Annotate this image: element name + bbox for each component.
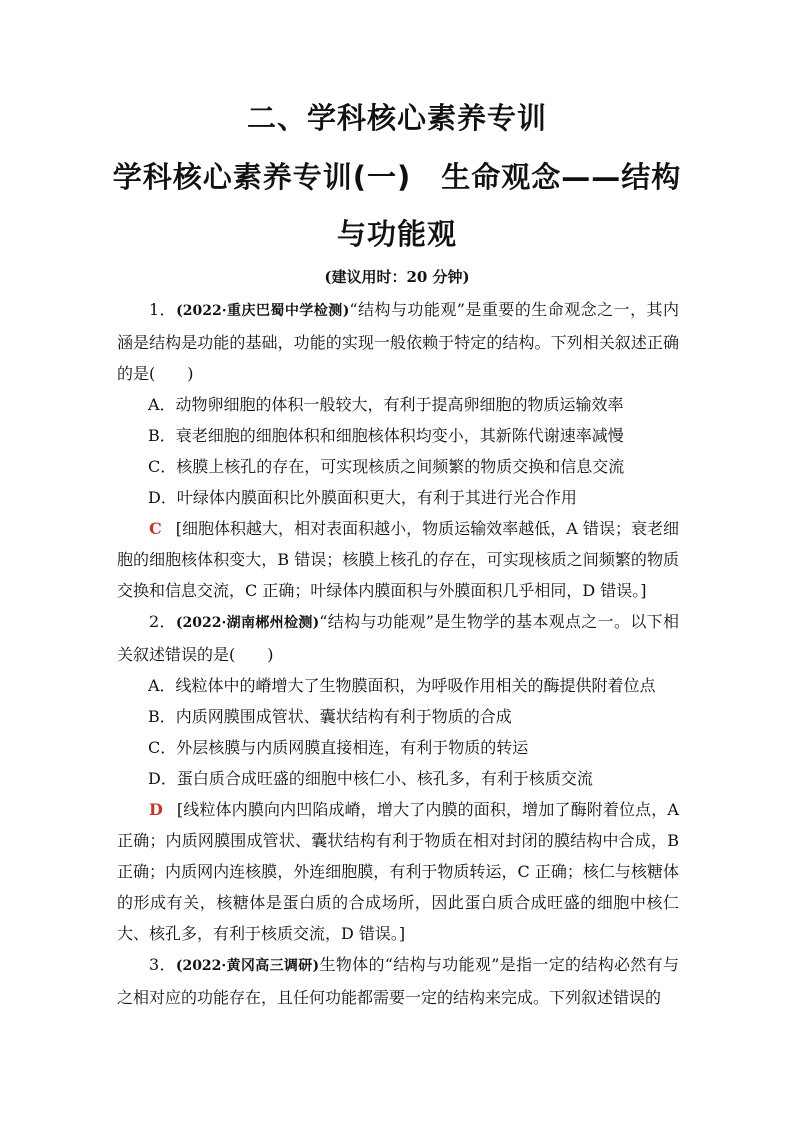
page-title: 学科核心素养专训(一) 生命观念——结构 [112,160,682,194]
question-source: (2022·黄冈高三调研) [175,958,320,974]
question-3 [117,949,679,1013]
question-stem: “结构与功能观”是生物学的基本观点之一。以下相关叙述错误的是( ) [117,612,679,664]
option-d: D．叶绿体内膜面积比外膜面积更大，有利于其进行光合作用 [148,488,577,507]
question-number: 1． [149,300,177,319]
option-b: B．衰老细胞的细胞体积和细胞核体积均变小，其新陈代谢速率减慢 [148,426,624,445]
question-1 [117,294,679,389]
question-source: (2022·重庆巴蜀中学检测) [176,303,350,319]
answer-letter: C [149,519,162,538]
question-source: (2022·湖南郴州检测) [175,615,320,631]
time-hint: (建议用时：20 分钟) [324,268,470,286]
page-title-continued: 与功能观 [336,217,457,251]
question-stem: 生物体的“结构与功能观”是指一定的结构必然有与之相对应的功能存在，且任何功能都需要一定的结构来完成。下列叙述错误的 [117,955,679,1007]
option-a: A．线粒体中的嵴增大了生物膜面积，为呼吸作用相关的酶提供附着位点 [148,676,656,695]
explanation-text: [线粒体内膜向内凹陷成嵴，增大了内膜的面积，增加了酶附着位点，A 正确；内质网膜围成管状、囊状结构有利于物质在相对封闭的膜结构中合成，B 正确；内质网内连核膜，外连细胞膜，有利于物质转运，C 正确；核仁与核糖体的形成有关，核糖体是蛋白质的合成场所，因此蛋白质合成旺盛的细胞中核仁大、核孔多，有利于核质交流，D 错误。] [117,800,679,943]
option-c: C．核膜上核孔的存在，可实现核质之间频繁的物质交换和信息交流 [148,457,625,476]
answer-explanation-1 [117,513,679,606]
section-title: 二、学科核心素养专训 [246,101,547,135]
question-list [117,294,679,1013]
question-number: 2． [149,612,176,631]
question-number: 3． [149,955,176,974]
answer-letter: D [149,800,163,819]
explanation-text: [细胞体积越大，相对表面积越小，物质运输效率越低，A 错误；衰老细胞的细胞核体积变大，B 错误；核膜上核孔的存在，可实现核质之间频繁的物质交换和信息交流，C 正确；叶绿体内膜面积与外膜面积几乎相同，D 错误。] [117,519,679,600]
question-2 [117,606,679,670]
option-a: A．动物卵细胞的体积一般较大，有利于提高卵细胞的物质运输效率 [148,395,624,414]
option-d: D．蛋白质合成旺盛的细胞中核仁小、核孔多，有利于核质交流 [148,769,593,788]
option-c: C．外层核膜与内质网膜直接相连，有利于物质的转运 [148,738,529,757]
answer-explanation-2 [117,794,679,949]
question-stem: “结构与功能观”是重要的生命观念之一，其内涵是结构是功能的基础，功能的实现一般依赖于特定的结构。下列相关叙述正确的是( ) [117,300,679,383]
option-b: B．内质网膜围成管状、囊状结构有利于物质的合成 [148,707,512,726]
